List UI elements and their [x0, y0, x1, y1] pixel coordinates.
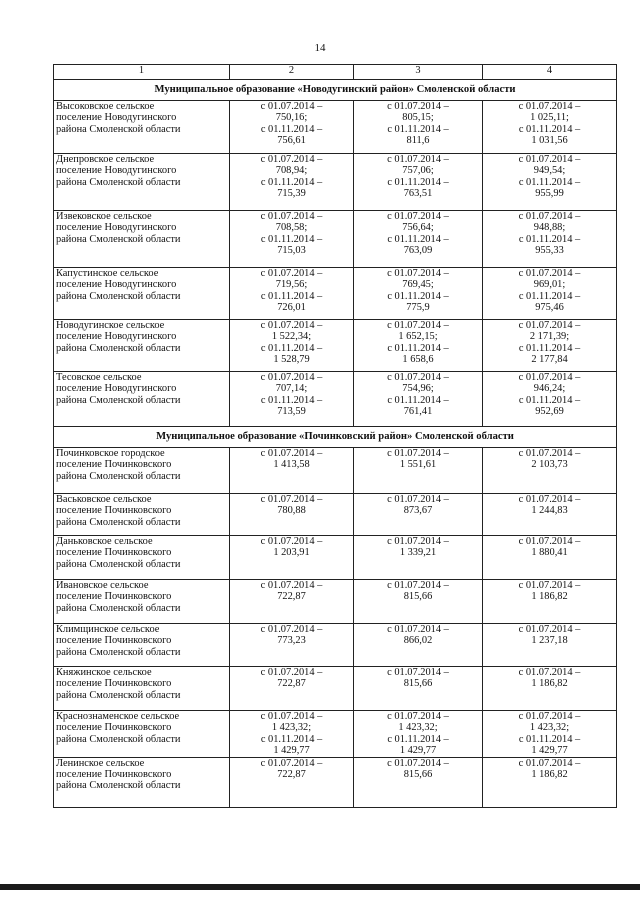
tariff-value-line: с 01.07.2014 –	[260, 101, 323, 112]
tariff-value-line: с 01.11.2014 –	[518, 123, 581, 135]
tariff-value-cell	[483, 667, 617, 711]
tariff-value-cell	[483, 536, 617, 580]
tariff-value-line: с 01.11.2014 –	[260, 176, 323, 188]
tariff-value-cell	[483, 448, 617, 494]
settlement-name-line: поселение Починковского	[56, 635, 172, 647]
tariff-value-line: с 01.07.2014 –	[260, 211, 323, 222]
tariff-value-line: с 01.07.2014 –	[387, 711, 449, 722]
tariff-value-line: 1 203,91	[273, 547, 310, 559]
tariff-value-cell	[354, 757, 483, 807]
tariff-value-line: с 01.07.2014 –	[387, 101, 449, 112]
settlement-name-line: района Смоленской области	[56, 176, 181, 188]
tariff-value-cell	[354, 268, 483, 320]
tariff-value-cell	[483, 268, 617, 320]
tariff-value-line: с 01.11.2014 –	[260, 394, 323, 406]
tariff-value-line: с 01.11.2014 –	[260, 342, 323, 354]
tariff-value-line: с 01.07.2014 –	[518, 448, 581, 459]
page-bottom-bar	[0, 884, 640, 890]
tariff-value-line: с 01.11.2014 –	[387, 290, 449, 302]
tariff-value-cell	[354, 536, 483, 580]
tariff-value-line: 811,6	[406, 135, 430, 147]
tariff-value-cell	[354, 154, 483, 211]
tariff-value-line: с 01.07.2014 –	[387, 268, 449, 279]
tariff-value-line: 955,99	[535, 188, 564, 200]
settlement-name-cell	[54, 667, 230, 711]
tariff-value-cell	[354, 624, 483, 667]
tariff-value-line: 756,61	[277, 135, 306, 147]
tariff-value-cell	[354, 372, 483, 427]
column-number: 4	[483, 65, 617, 80]
tariff-value-cell	[483, 320, 617, 372]
tariff-value-cell	[230, 154, 354, 211]
tariff-value-cell	[230, 448, 354, 494]
tariff-value-line: с 01.07.2014 –	[518, 372, 581, 383]
tariff-value-line: 946,24;	[533, 383, 566, 395]
table-body	[54, 65, 617, 808]
tariff-value-line: с 01.07.2014 –	[260, 494, 323, 505]
tariff-value-line: с 01.11.2014 –	[387, 733, 449, 745]
settlement-name-line: Днепровское сельское	[56, 154, 155, 165]
settlement-name-line: Высоковское сельское	[56, 101, 155, 112]
tariff-value-line: с 01.11.2014 –	[387, 176, 449, 188]
settlement-name-line: района Смоленской области	[56, 123, 181, 135]
tariff-value-line: 1 522,34;	[271, 331, 312, 343]
tariff-value-line: с 01.07.2014 –	[387, 372, 449, 383]
tariff-value-line: с 01.07.2014 –	[260, 372, 323, 383]
section-title: Муниципальное образование «Починковский район» Смоленской области	[54, 427, 617, 448]
settlement-name-line: района Смоленской области	[56, 646, 181, 658]
settlement-name-line: Ленинское сельское	[56, 757, 145, 769]
tariff-value-line: с 01.07.2014 –	[387, 154, 449, 165]
tariff-value-line: с 01.11.2014 –	[518, 394, 581, 406]
tariff-value-line: 1 031,56	[531, 135, 568, 147]
tariff-value-line: с 01.07.2014 –	[260, 448, 323, 459]
tariff-value-cell	[483, 624, 617, 667]
settlement-name-line: Новодугинское сельское	[56, 320, 165, 331]
tariff-value-line: с 01.07.2014 –	[518, 536, 581, 547]
settlement-name-line: района Смоленской области	[56, 516, 181, 528]
table-row	[54, 536, 617, 580]
tariff-value-line: 715,03	[277, 245, 306, 257]
tariff-value-line: 2 171,39;	[529, 331, 570, 343]
tariff-value-line: 1 186,82	[531, 678, 568, 690]
settlement-name-line: Княжинское сельское	[56, 667, 152, 678]
settlement-name-line: поселение Починковского	[56, 591, 172, 603]
tariff-value-line: 773,23	[277, 635, 306, 647]
tariff-value-line: с 01.11.2014 –	[260, 290, 323, 302]
tariff-value-line: 1 429,77	[273, 745, 310, 757]
settlement-name-line: поселение Починковского	[56, 678, 172, 690]
tariff-value-cell	[483, 757, 617, 807]
tariff-value-line: 1 413,58	[273, 459, 310, 471]
tariff-value-line: 769,45;	[402, 279, 434, 291]
settlement-name-line: района Смоленской области	[56, 342, 181, 354]
tariff-value-cell	[354, 667, 483, 711]
tariff-value-line: 1 880,41	[531, 547, 568, 559]
tariff-value-line: 815,66	[403, 769, 433, 781]
tariff-value-line: с 01.07.2014 –	[260, 711, 323, 722]
tariff-value-line: 719,56;	[275, 279, 308, 291]
tariff-value-cell	[354, 211, 483, 268]
tariff-value-cell	[354, 494, 483, 536]
section-header-row	[54, 427, 617, 448]
tariff-value-line: с 01.11.2014 –	[260, 733, 323, 745]
settlement-name-line: Починковское городское	[56, 448, 165, 459]
tariff-value-line: 952,69	[535, 406, 564, 418]
tariff-value-line: с 01.11.2014 –	[518, 290, 581, 302]
tariff-value-line: 1 528,79	[273, 354, 310, 366]
tariff-value-line: с 01.07.2014 –	[518, 101, 581, 112]
tariff-value-line: с 01.07.2014 –	[387, 211, 449, 222]
tariff-value-cell	[354, 101, 483, 154]
settlement-name-cell	[54, 580, 230, 624]
tariff-value-line: 1 658,6	[402, 354, 434, 366]
tariff-value-line: с 01.11.2014 –	[518, 342, 581, 354]
table-row	[54, 154, 617, 211]
settlement-name-line: поселение Починковского	[56, 505, 172, 517]
settlement-name-line: района Смоленской области	[56, 689, 181, 701]
settlement-name-line: района Смоленской области	[56, 558, 181, 570]
tariff-value-line: с 01.11.2014 –	[518, 176, 581, 188]
tariff-value-cell	[354, 711, 483, 758]
settlement-name-line: поселение Новодугинского	[56, 112, 177, 124]
settlement-name-cell	[54, 372, 230, 427]
settlement-name-line: района Смоленской области	[56, 733, 181, 745]
table-row	[54, 667, 617, 711]
settlement-name-line: поселение Починковского	[56, 722, 172, 734]
settlement-name-cell	[54, 624, 230, 667]
settlement-name-cell	[54, 757, 230, 807]
column-number-row	[54, 65, 617, 80]
column-number: 2	[230, 65, 354, 80]
settlement-name-line: Капустинское сельское	[56, 268, 159, 279]
tariff-value-line: 955,33	[535, 245, 564, 257]
tariff-value-line: с 01.07.2014 –	[260, 757, 323, 769]
tariff-value-line: 873,67	[403, 505, 433, 517]
table-row	[54, 211, 617, 268]
section-title: Муниципальное образование «Новодугинский район» Смоленской области	[54, 80, 617, 101]
table-row	[54, 624, 617, 667]
settlement-name-line: Климщинское сельское	[56, 624, 160, 635]
table-row	[54, 711, 617, 758]
tariff-value-line: с 01.07.2014 –	[518, 494, 581, 505]
tariff-value-line: 761,41	[403, 406, 433, 418]
table-row	[54, 268, 617, 320]
tariff-value-line: 1 339,21	[399, 547, 437, 559]
tariff-value-line: 1 423,32;	[271, 722, 312, 734]
tariff-value-line: с 01.11.2014 –	[387, 123, 449, 135]
settlement-name-line: района Смоленской области	[56, 394, 181, 406]
tariff-value-line: 1 423,32;	[398, 722, 438, 734]
tariff-value-line: 948,88;	[533, 222, 566, 234]
settlement-name-line: Даньковское сельское	[56, 536, 153, 547]
tariff-value-line: с 01.11.2014 –	[387, 233, 449, 245]
settlement-name-line: района Смоленской области	[56, 290, 181, 302]
tariff-value-line: 949,54;	[533, 165, 566, 177]
tariff-value-line: с 01.07.2014 –	[260, 580, 323, 591]
tariff-table	[53, 64, 617, 808]
tariff-value-cell	[354, 320, 483, 372]
tariff-value-line: с 01.07.2014 –	[518, 580, 581, 591]
tariff-value-line: 756,64;	[402, 222, 434, 234]
tariff-value-line: 969,01;	[533, 279, 566, 291]
tariff-value-line: 713,59	[277, 406, 306, 418]
settlement-name-line: поселение Новодугинского	[56, 331, 177, 343]
tariff-value-line: 707,14;	[275, 383, 308, 395]
table-row	[54, 101, 617, 154]
tariff-value-line: с 01.07.2014 –	[518, 320, 581, 331]
settlement-name-line: района Смоленской области	[56, 602, 181, 614]
settlement-name-cell	[54, 154, 230, 211]
tariff-value-line: с 01.07.2014 –	[387, 494, 449, 505]
tariff-value-line: с 01.11.2014 –	[260, 233, 323, 245]
settlement-name-cell	[54, 536, 230, 580]
settlement-name-line: поселение Починковского	[56, 769, 172, 781]
settlement-name-cell	[54, 211, 230, 268]
tariff-value-line: с 01.07.2014 –	[387, 320, 449, 331]
tariff-value-line: 757,06;	[402, 165, 434, 177]
settlement-name-line: района Смоленской области	[56, 233, 181, 245]
tariff-value-line: 815,66	[403, 591, 433, 603]
tariff-value-line: с 01.07.2014 –	[387, 757, 449, 769]
settlement-name-line: района Смоленской области	[56, 780, 181, 792]
tariff-value-cell	[230, 320, 354, 372]
settlement-name-cell	[54, 101, 230, 154]
tariff-value-cell	[483, 211, 617, 268]
settlement-name-line: поселение Новодугинского	[56, 383, 177, 395]
table-row	[54, 448, 617, 494]
tariff-value-line: с 01.07.2014 –	[387, 448, 449, 459]
column-number: 3	[354, 65, 483, 80]
page-number: 14	[314, 42, 326, 54]
settlement-name-cell	[54, 494, 230, 536]
tariff-value-line: с 01.07.2014 –	[518, 624, 581, 635]
tariff-value-line: 763,09	[403, 245, 433, 257]
tariff-value-line: с 01.07.2014 –	[387, 624, 449, 635]
tariff-value-cell	[483, 580, 617, 624]
settlement-name-cell	[54, 448, 230, 494]
table-row	[54, 320, 617, 372]
section-header-row	[54, 80, 617, 101]
tariff-value-cell	[230, 580, 354, 624]
tariff-value-line: с 01.07.2014 –	[518, 711, 581, 722]
tariff-value-line: с 01.07.2014 –	[518, 268, 581, 279]
table-row	[54, 494, 617, 536]
tariff-value-line: с 01.07.2014 –	[518, 154, 581, 165]
table-row	[54, 372, 617, 427]
tariff-value-line: с 01.07.2014 –	[260, 154, 323, 165]
tariff-value-line: 726,01	[277, 302, 306, 314]
table-row	[54, 580, 617, 624]
tariff-value-line: с 01.07.2014 –	[518, 667, 581, 678]
tariff-value-line: с 01.07.2014 –	[260, 320, 323, 331]
settlement-name-cell	[54, 268, 230, 320]
settlement-name-line: поселение Новодугинского	[56, 222, 177, 234]
tariff-value-line: с 01.07.2014 –	[260, 268, 323, 279]
tariff-value-line: 750,16;	[275, 112, 308, 124]
tariff-value-line: 2 177,84	[531, 354, 568, 366]
tariff-value-cell	[483, 101, 617, 154]
tariff-value-line: 722,87	[277, 678, 306, 690]
tariff-value-line: с 01.11.2014 –	[518, 733, 581, 745]
tariff-value-line: 763,51	[403, 188, 433, 200]
tariff-value-line: 805,15;	[402, 112, 434, 124]
tariff-value-line: 975,46	[535, 302, 564, 314]
tariff-value-cell	[354, 580, 483, 624]
tariff-value-line: 715,39	[277, 188, 306, 200]
tariff-value-cell	[483, 372, 617, 427]
tariff-value-line: 1 429,77	[399, 745, 437, 757]
tariff-value-line: 866,02	[403, 635, 433, 647]
settlement-name-line: поселение Починковского	[56, 547, 172, 559]
settlement-name-cell	[54, 711, 230, 758]
tariff-value-line: 815,66	[403, 678, 433, 690]
tariff-value-cell	[483, 711, 617, 758]
tariff-value-line: 1 551,61	[399, 459, 437, 471]
tariff-value-line: 780,88	[277, 505, 306, 517]
tariff-value-line: с 01.07.2014 –	[518, 211, 581, 222]
tariff-value-line: с 01.11.2014 –	[260, 123, 323, 135]
settlement-name-line: района Смоленской области	[56, 470, 181, 482]
tariff-value-line: 1 186,82	[531, 769, 568, 781]
tariff-value-line: 722,87	[277, 591, 306, 603]
settlement-name-line: поселение Починковского	[56, 459, 172, 471]
tariff-value-line: 1 186,82	[531, 591, 568, 603]
tariff-value-line: с 01.07.2014 –	[260, 536, 323, 547]
tariff-value-line: 775,9	[406, 302, 430, 314]
settlement-name-line: Ивановское сельское	[56, 580, 149, 591]
tariff-value-cell	[230, 494, 354, 536]
tariff-value-line: 1 429,77	[531, 745, 568, 757]
tariff-value-line: 2 103,73	[531, 459, 568, 471]
tariff-value-line: 754,96;	[402, 383, 434, 395]
tariff-value-line: 722,87	[277, 769, 306, 781]
tariff-value-line: 1 652,15;	[398, 331, 438, 343]
tariff-value-line: 1 423,32;	[529, 722, 570, 734]
tariff-value-line: 708,94;	[275, 165, 308, 177]
tariff-value-line: с 01.07.2014 –	[387, 667, 449, 678]
tariff-value-line: с 01.07.2014 –	[387, 580, 449, 591]
tariff-value-line: с 01.11.2014 –	[518, 233, 581, 245]
tariff-value-cell	[230, 101, 354, 154]
settlement-name-cell	[54, 320, 230, 372]
tariff-value-cell	[354, 448, 483, 494]
settlement-name-line: поселение Новодугинского	[56, 165, 177, 177]
tariff-value-cell	[230, 711, 354, 758]
tariff-value-line: с 01.07.2014 –	[518, 757, 581, 769]
tariff-value-line: 708,58;	[275, 222, 308, 234]
tariff-value-line: с 01.07.2014 –	[387, 536, 449, 547]
tariff-value-cell	[230, 757, 354, 807]
tariff-value-cell	[230, 372, 354, 427]
settlement-name-line: Тесовское сельское	[56, 372, 142, 383]
tariff-value-line: с 01.11.2014 –	[387, 394, 449, 406]
column-number: 1	[54, 65, 230, 80]
tariff-value-line: 1 237,18	[531, 635, 568, 647]
tariff-value-line: 1 244,83	[531, 505, 568, 517]
settlement-name-line: Краснознаменское сельское	[56, 711, 180, 722]
tariff-value-cell	[483, 494, 617, 536]
tariff-value-cell	[230, 667, 354, 711]
settlement-name-line: Извековское сельское	[56, 211, 152, 222]
tariff-value-cell	[483, 154, 617, 211]
tariff-value-line: с 01.07.2014 –	[260, 667, 323, 678]
tariff-value-cell	[230, 624, 354, 667]
tariff-value-line: 1 025,11;	[530, 112, 569, 124]
tariff-value-cell	[230, 536, 354, 580]
table-row	[54, 757, 617, 807]
tariff-value-cell	[230, 211, 354, 268]
tariff-value-line: с 01.11.2014 –	[387, 342, 449, 354]
settlement-name-line: поселение Новодугинского	[56, 279, 177, 291]
settlement-name-line: Васьковское сельское	[56, 494, 152, 505]
tariff-value-cell	[230, 268, 354, 320]
tariff-value-line: с 01.07.2014 –	[260, 624, 323, 635]
